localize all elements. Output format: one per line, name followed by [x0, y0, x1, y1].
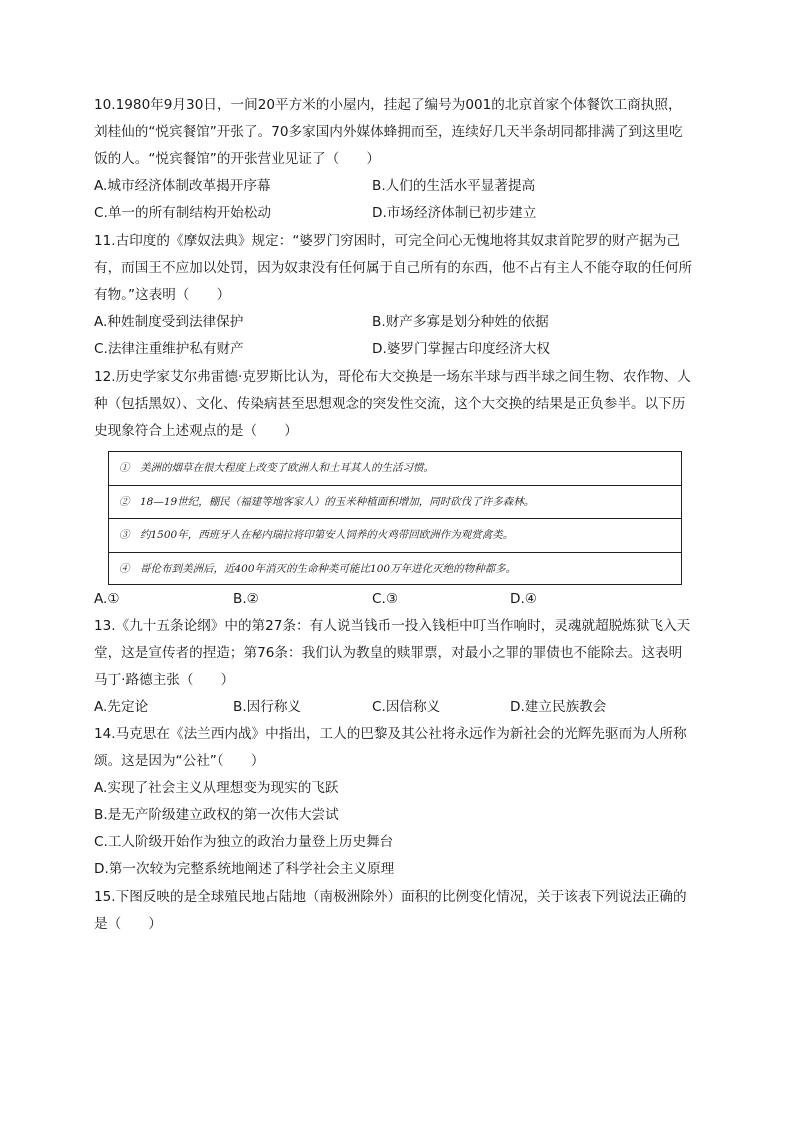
question-11-options-row1	[94, 309, 694, 336]
q10-option-c: C.单一的所有制结构开始松动	[94, 205, 271, 221]
q12-table-row-2: ② 18—19世纪，棚民（福建等地客家人）的玉米种植面积增加，同时砍伐了许多森林。	[109, 486, 681, 520]
question-12-stem: 12.历史学家艾尔弗雷德·克罗斯比认为，哥伦布大交换是一场东半球与西半球之间生物、农作物、人种（包括黑奴）、文化、传染病甚至思想观念的突发性交流，这个大交换的结果是正负参半。以下历史现象符合上述观点的是（ ）	[94, 369, 691, 439]
question-13-stem: 13.《九十五条论纲》中的第27条：有人说当钱币一投入钱柜中叮当作响时，灵魂就超脱炼狱飞入天堂，这是宣传者的捏造；第76条：我们认为教皇的赎罪票，对最小之罪的罪债也不能除去。这表明马丁·路德主张（ ）	[94, 618, 691, 688]
question-10-options-row1	[94, 173, 694, 200]
q11-option-c: C.法律注重维护私有财产	[94, 341, 244, 357]
q13-option-c: C.因信称义	[372, 699, 441, 715]
question-11-options-row2	[94, 336, 694, 363]
q11-option-b: B.财产多寡是划分种姓的依据	[372, 314, 549, 330]
q12-table-row-4: ④ 哥伦布到美洲后，近400年消灭的生命种类可能比100万年进化灭绝的物种都多。	[119, 562, 517, 575]
q12-option-a: A.①	[94, 591, 120, 607]
q12-option-c: C.③	[372, 591, 398, 607]
question-10-options-row2	[94, 200, 694, 227]
q13-option-d: D.建立民族教会	[510, 699, 607, 715]
q10-option-a: A.城市经济体制改革揭开序幕	[94, 178, 271, 194]
q13-option-b: B.因行称义	[233, 699, 302, 715]
q13-option-a: A.先定论	[94, 699, 149, 715]
q12-option-d: D.④	[510, 591, 537, 607]
q12-option-b: B.②	[233, 591, 259, 607]
question-15-stem: 15.下图反映的是全球殖民地占陆地（南极洲除外）面积的比例变化情况，关于该表下列说法正确的是（ ）	[94, 889, 687, 932]
q11-option-d: D.婆罗门掌握古印度经济大权	[372, 341, 550, 357]
question-12-options	[94, 586, 694, 613]
q12-table-row-1: ① 美洲的烟草在很大程度上改变了欧洲人和土耳其人的生活习惯。	[109, 452, 681, 486]
question-12-table	[108, 451, 682, 585]
q10-option-b: B.人们的生活水平显著提高	[372, 178, 536, 194]
q14-option-b: B.是无产阶级建立政权的第一次伟大尝试	[94, 807, 339, 823]
q14-option-d: D.第一次较为完整系统地阐述了科学社会主义原理	[94, 861, 395, 877]
question-13-options	[94, 694, 694, 721]
q11-option-a: A.种姓制度受到法律保护	[94, 314, 244, 330]
question-11-stem: 11.古印度的《摩奴法典》规定：“婆罗门穷困时，可完全问心无愧地将其奴隶首陀罗的财产据为己有，而国王不应加以处罚，因为奴隶没有任何属于自己所有的东西，他不占有主人不能夺取的任何所有物。”这表明（ ）	[94, 233, 693, 303]
q10-option-d: D.市场经济体制已初步建立	[372, 205, 537, 221]
question-10-stem: 10.1980年9月30日，一间20平方米的小屋内，挂起了编号为001的北京首家个体餐饮工商执照，刘桂仙的“悦宾餐馆”开张了。70多家国内外媒体蜂拥而至，连续好几天半条胡同都排满了到这里吃饭的人。“悦宾餐馆”的开张营业见证了（ ）	[94, 97, 683, 167]
question-14-stem: 14.马克思在《法兰西内战》中指出，工人的巴黎及其公社将永远作为新社会的光辉先驱而为人所称颂。这是因为“公社”（ ）	[94, 726, 687, 769]
q14-option-a: A.实现了社会主义从理想变为现实的飞跃	[94, 780, 339, 796]
q12-table-row-3: ③ 约1500年，西班牙人在秘内瑞拉将印第安人饲养的火鸡带回欧洲作为观赏禽类。	[109, 519, 681, 553]
q14-option-c: C.工人阶级开始作为独立的政治力量登上历史舞台	[94, 834, 394, 850]
